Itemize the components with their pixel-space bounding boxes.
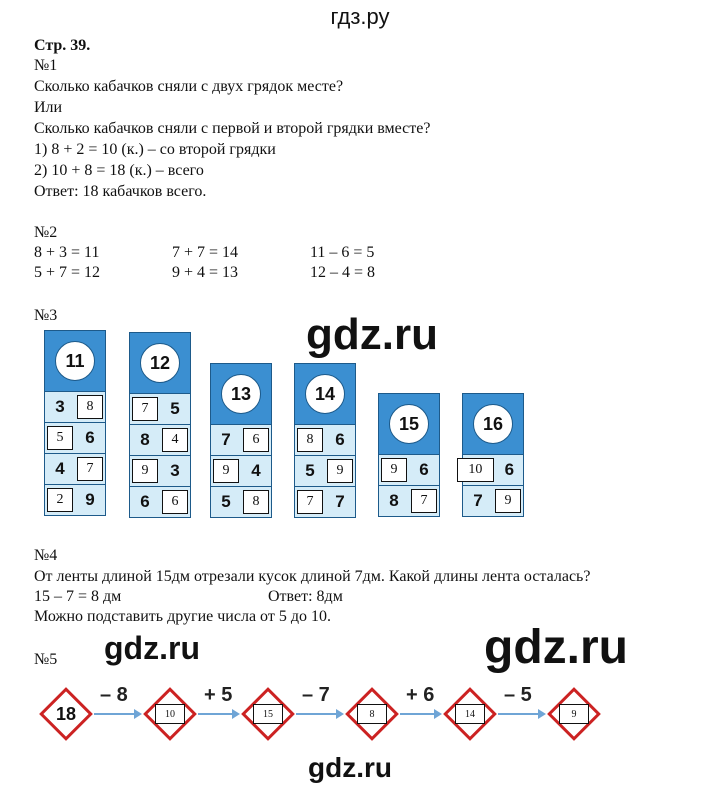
given-number: 4	[55, 459, 65, 478]
house-number: 11	[55, 341, 95, 381]
equation: 9 + 4 = 13	[172, 264, 239, 281]
house-floor	[44, 392, 106, 423]
house-floor	[294, 487, 356, 518]
given-number: 9	[85, 490, 95, 509]
task1-line: Сколько кабачков сняли с двух грядок месте?	[34, 78, 344, 95]
chain-answer-box: 14	[455, 704, 485, 724]
given-number: 8	[140, 430, 150, 449]
chain-operation: – 8	[100, 684, 128, 706]
watermark: gdz.ru	[484, 621, 628, 674]
chain-arrow	[400, 713, 440, 715]
number-house	[44, 330, 106, 516]
chain-arrow	[198, 713, 238, 715]
watermark: gdz.ru	[308, 752, 392, 783]
task2-number: №2	[34, 224, 58, 241]
watermark: gdz.ru	[306, 310, 438, 359]
equation: 8 + 3 = 11	[34, 244, 100, 261]
chain-arrow	[94, 713, 140, 715]
house-roof	[44, 330, 106, 392]
house-number: 14	[305, 374, 345, 414]
answer-box: 8	[243, 490, 269, 514]
answer-box: 7	[77, 457, 103, 481]
given-number: 5	[221, 492, 231, 511]
chain-operation: – 7	[302, 684, 330, 706]
chain-answer-box: 8	[357, 704, 387, 724]
answer-box: 2	[47, 488, 73, 512]
house-floor	[294, 456, 356, 487]
number-house	[210, 363, 272, 518]
number-house	[129, 332, 191, 518]
chain-arrow	[498, 713, 544, 715]
house-floor	[210, 425, 272, 456]
given-number: 5	[305, 461, 315, 480]
house-number: 16	[473, 404, 513, 444]
chain-answer-box: 9	[559, 704, 589, 724]
answer-box: 9	[495, 489, 521, 513]
given-number: 6	[504, 460, 515, 479]
task1-answer: Ответ: 18 кабачков всего.	[34, 183, 207, 200]
task4-number: №4	[34, 547, 58, 564]
house-floor	[462, 486, 524, 517]
task1-line: Сколько кабачков сняли с первой и второй грядки вместе?	[34, 120, 431, 137]
house-roof	[294, 363, 356, 425]
chain-arrow	[296, 713, 342, 715]
house-floor	[294, 425, 356, 456]
house-floor	[129, 487, 191, 518]
house-roof	[210, 363, 272, 425]
equation: 7 + 7 = 14	[172, 244, 239, 261]
answer-box: 5	[47, 426, 73, 450]
task3-number: №3	[34, 307, 58, 324]
number-house	[378, 393, 440, 517]
house-floor	[129, 394, 191, 425]
answer-box: 9	[381, 458, 407, 482]
house-floor	[378, 486, 440, 517]
house-roof	[462, 393, 524, 455]
house-number: 13	[221, 374, 261, 414]
chain-answer-box: 15	[253, 704, 283, 724]
answer-box: 7	[297, 490, 323, 514]
task4-answer: Ответ: 8дм	[268, 588, 343, 605]
task1-line: Или	[34, 99, 63, 116]
answer-box: 9	[132, 459, 158, 483]
answer-box: 6	[162, 490, 188, 514]
answer-box: 8	[297, 428, 323, 452]
equation: 12 – 4 = 8	[310, 264, 376, 281]
given-number: 7	[221, 430, 231, 449]
page-ref: Стр. 39.	[34, 37, 91, 54]
house-floor	[44, 423, 106, 454]
given-number: 6	[140, 492, 150, 511]
given-number: 7	[473, 491, 483, 510]
house-floor	[462, 455, 524, 486]
answer-box: 9	[327, 459, 353, 483]
answer-box: 8	[77, 395, 103, 419]
given-number: 4	[251, 461, 261, 480]
chain-answer-box: 10	[155, 704, 185, 724]
house-roof	[378, 393, 440, 455]
watermark: gdz.ru	[104, 630, 200, 666]
given-number: 6	[85, 428, 95, 447]
given-number: 7	[335, 492, 345, 511]
house-floor	[44, 485, 106, 516]
answer-box: 7	[411, 489, 437, 513]
task1-line: 1) 8 + 2 = 10 (к.) – со второй грядки	[34, 141, 276, 158]
given-number: 3	[170, 461, 180, 480]
house-roof	[129, 332, 191, 394]
answer-box: 9	[213, 459, 239, 483]
house-number: 12	[140, 343, 180, 383]
house-number: 15	[389, 404, 429, 444]
given-number: 3	[55, 397, 65, 416]
task1-number: №1	[34, 57, 58, 74]
chain-operation: + 5	[204, 684, 233, 706]
house-floor	[210, 487, 272, 518]
equation: 5 + 7 = 12	[34, 264, 101, 281]
task4-solution: 15 – 7 = 8 дм	[34, 588, 122, 605]
chain-start-number: 18	[55, 703, 77, 724]
number-house	[294, 363, 356, 518]
answer-box: 4	[162, 428, 188, 452]
answer-box: 10	[457, 458, 494, 482]
task4-problem: От ленты длиной 15дм отрезали кусок длиной 7дм. Какой длины лента осталась?	[34, 568, 591, 585]
answer-box: 7	[132, 397, 158, 421]
task1-line: 2) 10 + 8 = 18 (к.) – всего	[34, 162, 204, 179]
chain-operation: + 6	[406, 684, 435, 706]
task5-number: №5	[34, 651, 58, 668]
house-floor	[378, 455, 440, 486]
site-title: гдз.ру	[330, 4, 390, 29]
house-floor	[44, 454, 106, 485]
house-floor	[210, 456, 272, 487]
number-house	[462, 393, 524, 517]
given-number: 6	[419, 460, 429, 479]
answer-box: 6	[243, 428, 269, 452]
house-floor	[129, 456, 191, 487]
house-floor	[129, 425, 191, 456]
chain-operation: – 5	[504, 684, 532, 706]
task4-note: Можно подставить другие числа от 5 до 10.	[34, 608, 331, 625]
equation: 11 – 6 = 5	[310, 244, 375, 261]
given-number: 6	[335, 430, 345, 449]
given-number: 5	[170, 399, 180, 418]
given-number: 8	[389, 491, 399, 510]
